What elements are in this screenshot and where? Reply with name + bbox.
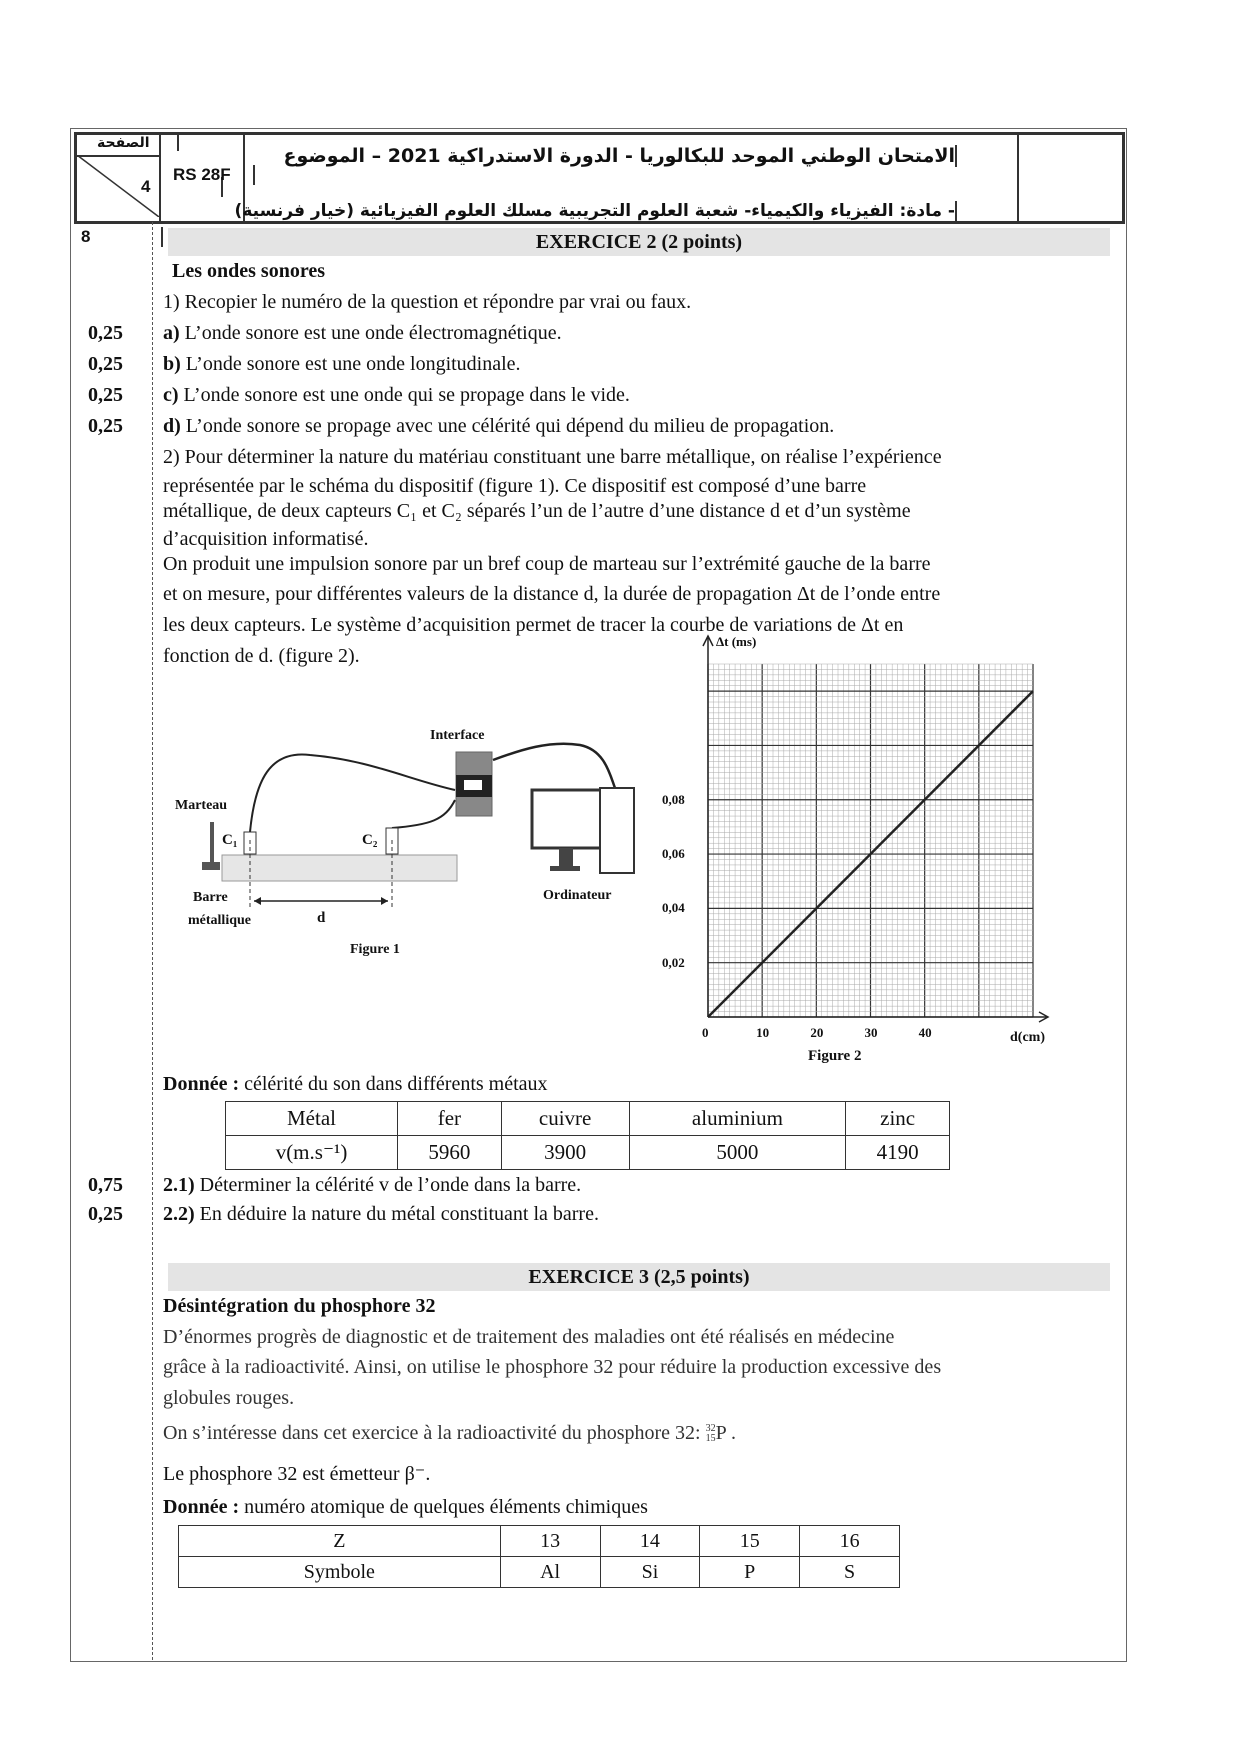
table-cell: P	[700, 1557, 800, 1588]
ex3-line: D’énormes progrès de diagnostic et de traitement des maladies ont été réalisés en médecine	[163, 1326, 895, 1348]
atomic-number: 15	[705, 1433, 716, 1445]
points: 0,25	[88, 384, 123, 406]
table-cell: Symbole	[179, 1557, 501, 1588]
margin-dashed-line	[152, 222, 153, 1660]
label-metallique: métallique	[188, 913, 251, 928]
donnee-text: célérité du son dans différents métaux	[239, 1073, 548, 1095]
y-tick-label: 0,04	[662, 900, 685, 916]
interest-text: On s’intéresse dans cet exercice à la radioactivité du phosphore 32:	[163, 1422, 706, 1444]
mass-number: 32	[705, 1423, 716, 1435]
page-label: الصفحة	[97, 135, 179, 151]
empty-cell	[1019, 135, 1122, 221]
label-marteau: Marteau	[175, 798, 228, 813]
x-tick-label: 0	[702, 1025, 709, 1040]
chart-svg	[660, 630, 1080, 1070]
exercise-3-title: EXERCICE 3 (2,5 points)	[168, 1263, 1110, 1291]
exercise-3-subtitle: Désintégration du phosphore 32	[163, 1295, 436, 1317]
item-label: b)	[163, 353, 181, 375]
metal-speed-table	[225, 1101, 950, 1170]
title-line-2: - مادة: الفيزياء والكيمياء- شعبة العلوم التجريبية مسلك العلوم الفيزيائية (خيار فرنسية)	[185, 201, 957, 221]
donnee-label: Donnée :	[163, 1496, 240, 1518]
table-cell: fer	[398, 1102, 502, 1136]
table-cell: 5000	[629, 1136, 846, 1170]
exercise-2-subtitle: Les ondes sonores	[172, 260, 325, 282]
label-ordinateur: Ordinateur	[543, 888, 612, 903]
question-1: 1) Recopier le numéro de la question et répondre par vrai ou faux.	[163, 291, 692, 313]
item-text: L’onde sonore se propage avec une célérité qui dépend du milieu de propagation.	[180, 415, 835, 437]
table-cell: cuivre	[501, 1102, 629, 1136]
page-num: 4	[141, 177, 223, 197]
metal-bar	[222, 855, 457, 881]
item-label: d)	[163, 415, 181, 437]
item-text: L’onde sonore est une onde électromagnétique.	[179, 322, 562, 344]
question-label: 2.1)	[163, 1174, 195, 1196]
y-tick-label: 0,08	[662, 791, 685, 807]
q2-line: représentée par le schéma du dispositif (figure 1). Ce dispositif est composé d’une barre	[163, 475, 867, 497]
x-axis-label: d(cm)	[1010, 1030, 1045, 1045]
label-barre: Barre	[193, 890, 228, 905]
ex3-line: globules rouges.	[163, 1387, 295, 1409]
ex3-line: grâce à la radioactivité. Ainsi, on utilise le phosphore 32 pour réduire la production excessive des	[163, 1356, 942, 1378]
table-cell: 14	[600, 1526, 700, 1557]
page-total: 8	[81, 227, 163, 247]
title-cell	[234, 135, 1019, 221]
q2-line: métallique, de deux capteurs C₁ et C₂ séparés l’un de l’autre d’une distance d et d’un système	[163, 500, 911, 522]
x-tick-label: 40	[918, 1025, 932, 1040]
page-number-cell	[77, 135, 161, 246]
table-cell: 3900	[501, 1136, 629, 1170]
table-cell: zinc	[846, 1102, 950, 1136]
y-tick-label: 0,02	[662, 954, 685, 970]
y-tick-label: 0,06	[662, 846, 685, 862]
question-text: Déterminer la célérité v de l’onde dans la barre.	[194, 1174, 582, 1196]
hammer-icon	[210, 822, 214, 864]
table-cell: Métal	[226, 1102, 398, 1136]
question-text: En déduire la nature du métal constituant la barre.	[194, 1203, 599, 1225]
figure-1	[160, 720, 660, 970]
table-cell: 16	[800, 1526, 900, 1557]
points: 0,75	[88, 1174, 123, 1196]
q2-line: et on mesure, pour différentes valeurs de la distance d, la durée de propagation Δt de l’onde entre	[163, 583, 941, 605]
points: 0,25	[88, 415, 123, 437]
table-row	[226, 1136, 950, 1170]
figure-2-chart	[660, 630, 1080, 1070]
table-row	[179, 1526, 900, 1557]
points: 0,25	[88, 322, 123, 344]
q2-line: les deux capteurs. Le système d’acquisition permet de tracer la courbe de variations de Δt en	[163, 614, 904, 636]
exercise-2-title: EXERCICE 2 (2 points)	[168, 228, 1110, 256]
q2-line: d’acquisition informatisé.	[163, 528, 369, 550]
table-cell: 4190	[846, 1136, 950, 1170]
table-cell: aluminium	[629, 1102, 846, 1136]
points: 0,25	[88, 353, 123, 375]
computer-icon	[532, 790, 602, 848]
item-label: c)	[163, 384, 179, 406]
exam-code: RS 28F	[173, 165, 255, 185]
table-header-row	[226, 1102, 950, 1136]
label-c1: C₁	[222, 832, 238, 848]
table-cell: Al	[500, 1557, 600, 1588]
q2-line: On produit une impulsion sonore par un bref coup de marteau sur l’extrémité gauche de la barre	[163, 553, 931, 575]
nuclide-symbol: P .	[715, 1422, 736, 1444]
label-interface: Interface	[430, 728, 485, 743]
figure-1-caption: Figure 1	[350, 942, 400, 957]
table-cell: Si	[600, 1557, 700, 1588]
table-cell: S	[800, 1557, 900, 1588]
emitter-text: Le phosphore 32 est émetteur β⁻.	[163, 1463, 431, 1485]
x-tick-label: 30	[864, 1025, 878, 1040]
label-d: d	[317, 910, 326, 926]
x-tick-label: 20	[810, 1025, 824, 1040]
atomic-number-table	[178, 1525, 900, 1588]
chart-title: Figure 2	[808, 1048, 862, 1064]
label-c2: C₂	[362, 832, 378, 848]
nuclide-notation	[706, 1424, 716, 1444]
donnee-label: Donnée :	[163, 1073, 240, 1095]
y-axis-label: Δt (ms)	[716, 634, 757, 649]
donnee-text: numéro atomique de quelques éléments chimiques	[239, 1496, 648, 1518]
x-tick-label: 10	[756, 1025, 770, 1040]
title-line-1: الامتحان الوطني الموحد للبكالوريا - الدورة الاستدراكية 2021 – الموضوع	[185, 145, 957, 167]
table-cell: 5960	[398, 1136, 502, 1170]
table-cell: 13	[500, 1526, 600, 1557]
item-label: a)	[163, 322, 180, 344]
q2-line: fonction de d. (figure 2).	[163, 645, 360, 667]
points: 0,25	[88, 1203, 123, 1225]
item-text: L’onde sonore est une onde longitudinale.	[180, 353, 521, 375]
table-row	[179, 1557, 900, 1588]
table-cell: v(m.s⁻¹)	[226, 1136, 398, 1170]
q2-line: 2) Pour déterminer la nature du matériau constituant une barre métallique, on réalise l’expérience	[163, 446, 942, 468]
table-cell: Z	[179, 1526, 501, 1557]
item-text: L’onde sonore est une onde qui se propage dans le vide.	[178, 384, 630, 406]
table-cell: 15	[700, 1526, 800, 1557]
question-label: 2.2)	[163, 1203, 195, 1225]
